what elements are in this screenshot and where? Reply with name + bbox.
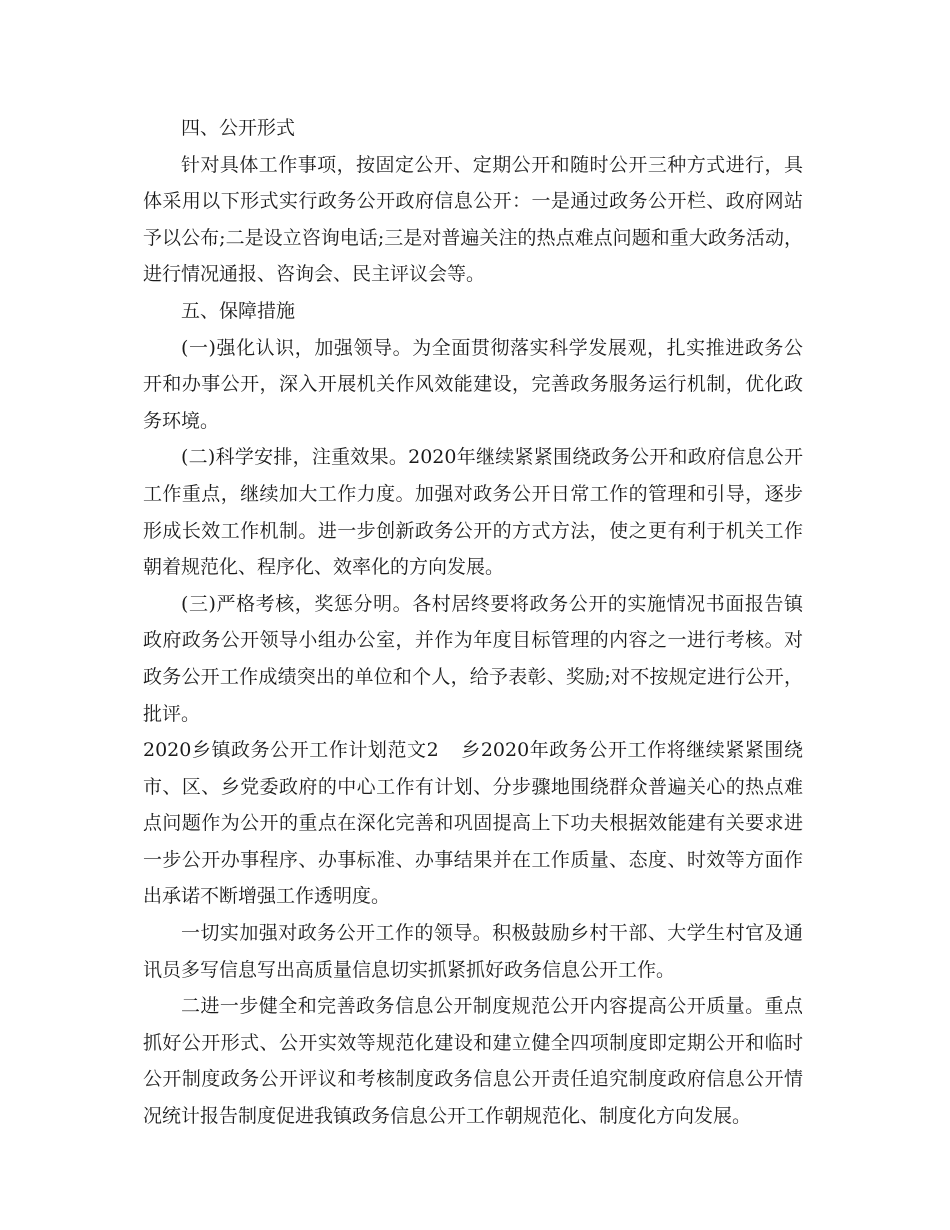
paragraph-closing-1: 一切实加强对政务公开工作的领导。积极鼓励乡村干部、大学生村官及通讯员多写信息写出高质量信息切实抓紧抓好政务信息公开工作。 bbox=[143, 922, 803, 981]
document-page bbox=[143, 110, 803, 1135]
paragraph-measure-2: (二)科学安排，注重效果。2020年继续紧紧围绕政务公开和政府信息公开工作重点，继续加大工作力度。加强对政务公开日常工作的管理和引导，逐步形成长效工作机制。进一步创新政务公开的方式方法，使之更有利于机关工作朝着规范化、程序化、效率化的方向发展。 bbox=[143, 446, 803, 579]
paragraph-measure-1: (一)强化认识，加强领导。为全面贯彻落实科学发展观，扎实推进政务公开和办事公开，深入开展机关作风效能建设，完善政务服务运行机制，优化政务环境。 bbox=[143, 336, 803, 432]
paragraph-inline-title bbox=[143, 732, 803, 915]
paragraph-closing-2: 二进一步健全和完善政务信息公开制度规范公开内容提高公开质量。重点抓好公开形式、公开实效等规范化建设和建立健全四项制度即定期公开和临时公开制度政务公开评议和考核制度政务信息公开责任追究制度政府信息公开情况统计报告制度促进我镇政务信息公开工作朝规范化、制度化方向发展。 bbox=[143, 995, 803, 1128]
section-heading-form: 四、公开形式 bbox=[181, 117, 296, 139]
paragraph-measure-3: (三)严格考核，奖惩分明。各村居终要将政务公开的实施情况书面报告镇政府政务公开领导小组办公室，并作为年度目标管理的内容之一进行考核。对政务公开工作成绩突出的单位和个人，给予表彰、奖励;对不按规定进行公开，批评。 bbox=[143, 592, 803, 725]
section-heading-measures: 五、保障措施 bbox=[181, 299, 296, 322]
paragraph-form-methods: 针对具体工作事项，按固定公开、定期公开和随时公开三种方式进行，具体采用以下形式实行政务公开政府信息公开：一是通过政务公开栏、政府网站予以公布;二是设立咨询电话;三是对普遍关注的热点难点问题和重大政务活动，进行情况通报、咨询会、民主评议会等。 bbox=[143, 153, 803, 286]
inline-title: 2020乡镇政务公开工作计划范文2 bbox=[143, 739, 439, 762]
inline-title-text: 乡2020年政务公开工作将继续紧紧围绕市、区、乡党委政府的中心工作有计划、分步骤地围绕群众普遍关心的热点难点问题作为公开的重点在深化完善和巩固提高上下功夫根据效能建有关要求进一步公开办事程序、办事标准、办事结果并在工作质量、态度、时效等方面作出承诺不断增强工作透明度。 bbox=[143, 739, 803, 908]
